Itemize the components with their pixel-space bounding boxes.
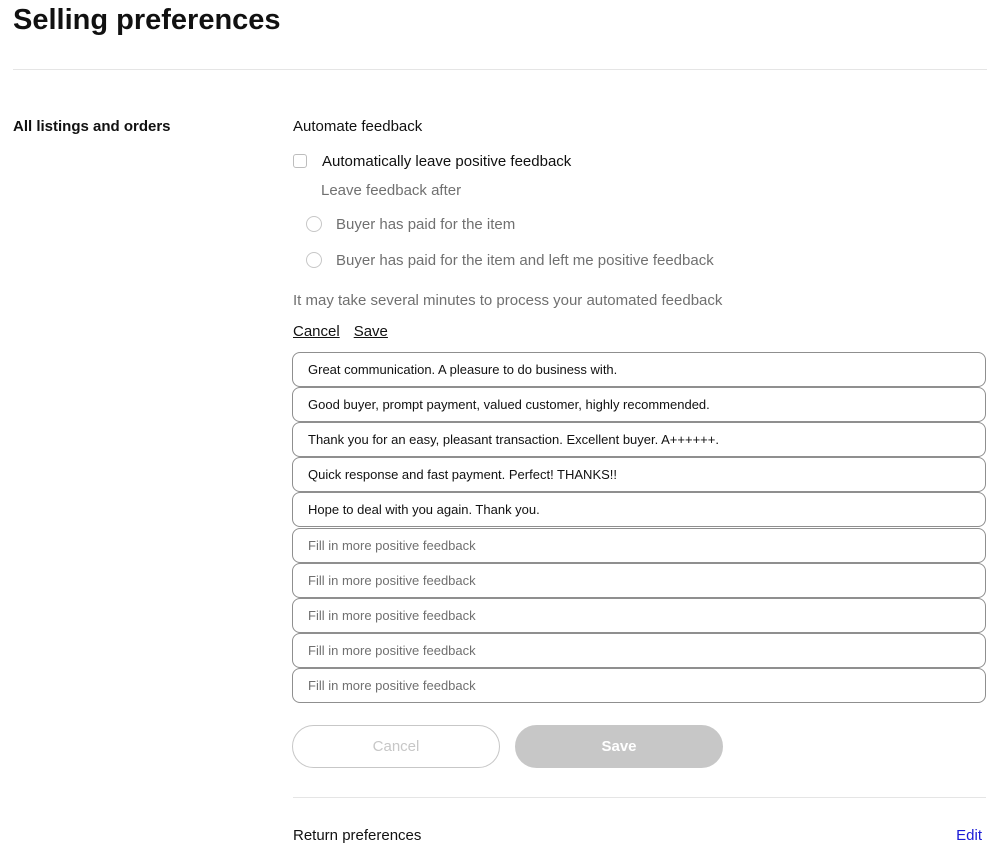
inline-actions [293,323,402,340]
save-link[interactable]: Save [353,323,388,340]
auto-feedback-checkbox[interactable] [293,154,307,168]
leave-feedback-after-label: Leave feedback after [321,182,462,199]
feedback-input[interactable] [292,668,986,703]
save-button[interactable]: Save [515,725,723,768]
edit-link[interactable]: Edit [956,827,982,844]
radio-label: Buyer has paid for the item [336,215,516,233]
automate-feedback-title: Automate feedback [293,118,423,135]
radio-option-buyer-paid-and-left-feedback[interactable] [306,250,714,270]
feedback-input[interactable] [292,598,986,633]
auto-feedback-option[interactable] [293,151,571,171]
section-divider [293,797,986,798]
feedback-input[interactable] [292,387,986,422]
radio-label: Buyer has paid for the item and left me positive feedback [336,251,714,269]
feedback-input[interactable] [292,633,986,668]
auto-feedback-label: Automatically leave positive feedback [322,152,572,170]
feedback-input[interactable] [292,492,986,527]
processing-note: It may take several minutes to process your automated feedback [293,292,723,309]
header-divider [13,69,987,70]
radio-button[interactable] [306,252,322,268]
cancel-button[interactable]: Cancel [292,725,500,768]
page-title: Selling preferences [13,4,281,36]
section-heading: All listings and orders [13,118,171,135]
cancel-link[interactable]: Cancel [293,323,340,340]
return-preferences-title: Return preferences [293,827,422,844]
feedback-input[interactable] [292,563,986,598]
feedback-input[interactable] [292,528,986,563]
feedback-input[interactable] [292,457,986,492]
radio-option-buyer-paid[interactable] [306,214,515,234]
radio-button[interactable] [306,216,322,232]
feedback-input[interactable] [292,352,986,387]
feedback-input[interactable] [292,422,986,457]
